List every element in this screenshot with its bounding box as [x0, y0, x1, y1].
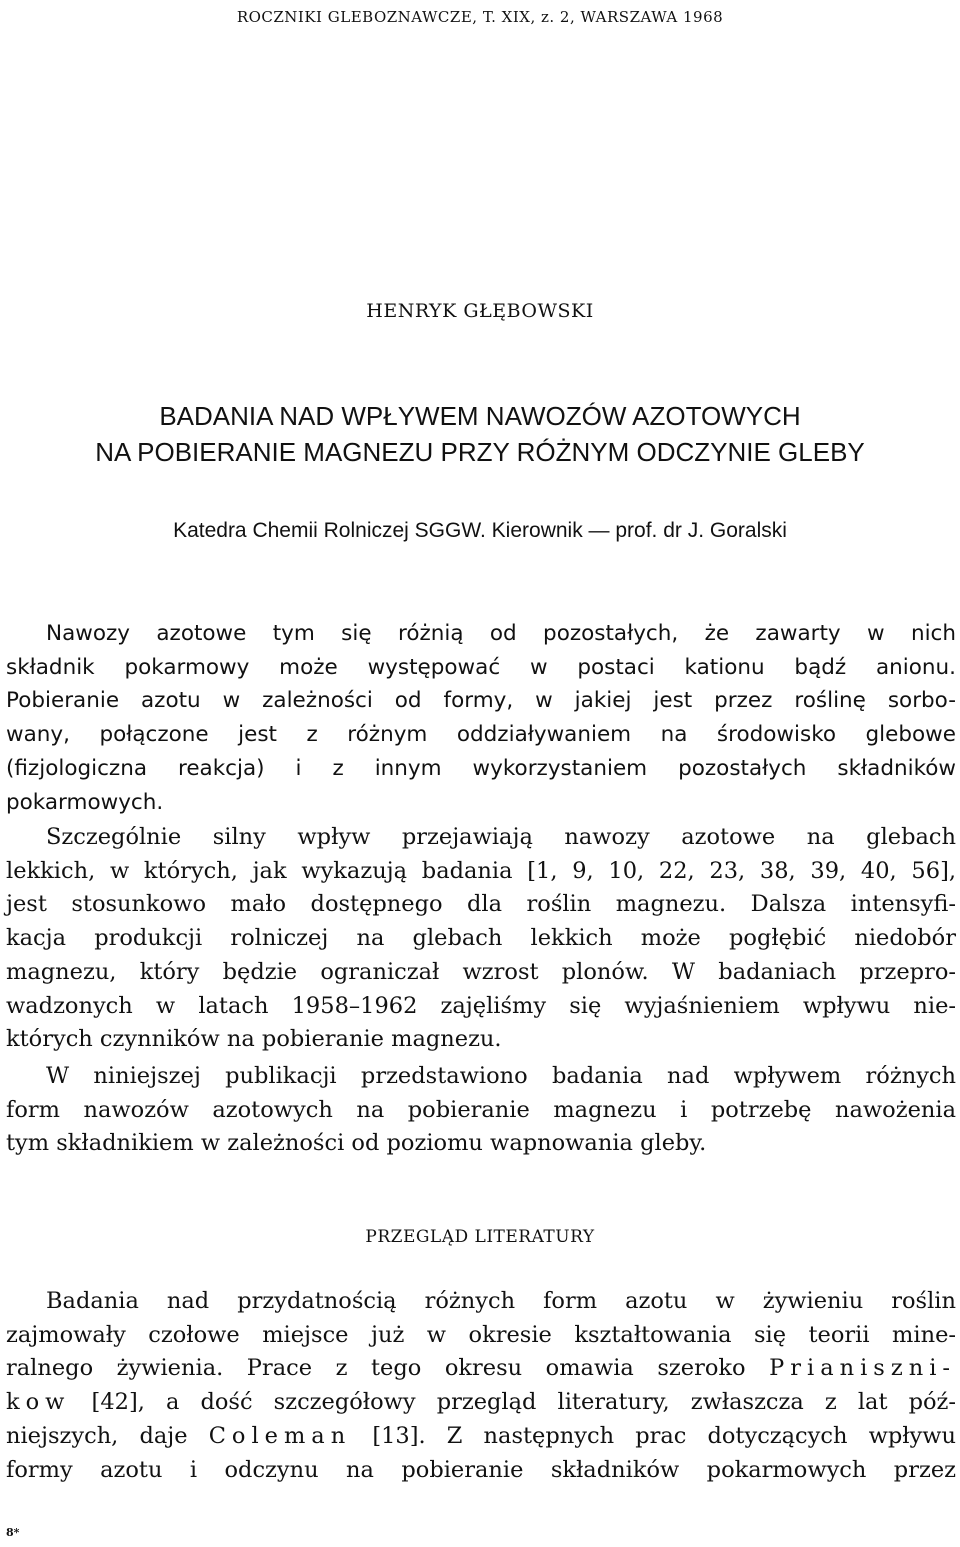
text-line [6, 1420, 956, 1454]
paragraph-1 [6, 617, 956, 819]
text-line: jest stosunkowo mało dostępnego dla roślin magnezu. Dalsza intensyfi- [6, 891, 956, 918]
text-line: kacja produkcji rolniczej na glebach lekkich może pogłębić niedobór [6, 925, 956, 952]
paragraph-3 [6, 1060, 956, 1161]
text-line: form nawozów azotowych na pobieranie magnezu i potrzebę nawożenia [6, 1096, 956, 1123]
text-line: zajmowały czołowe miejsce już w okresie kształtowania się teorii mine- [6, 1321, 956, 1348]
signature-mark: 8* [6, 1526, 20, 1539]
text-line: magnezu, który będzie ograniczał wzrost plonów. W badaniach przepro- [6, 958, 956, 985]
text-line: Szczególnie silny wpływ przejawiają nawozy azotowe na glebach [46, 824, 956, 850]
paragraph-4 [6, 1285, 956, 1487]
text-run: [13]. Z następnych prac dotyczących wpływu [351, 1422, 957, 1449]
author-name: HENRYK GŁĘBOWSKI [366, 300, 594, 322]
text-line: wany, połączone jest z różnym oddziaływaniem na środowisko glebowe [6, 722, 956, 748]
text-run: [42], a dość szczegółowy przegląd literatury, zwłaszcza z lat póź- [70, 1389, 956, 1416]
title-line: NA POBIERANIE MAGNEZU PRZY RÓŻNYM ODCZYNIE GLEBY [95, 437, 865, 467]
title-line: BADANIA NAD WPŁYWEM NAWOZÓW AZOTOWYCH [159, 401, 801, 431]
text-line: składnik pokarmowy może występować w postaci kationu bądź anionu. [6, 654, 956, 680]
section-heading: PRZEGLĄD LITERATURY [365, 1227, 595, 1247]
text-line [6, 1386, 956, 1420]
journal-header: ROCZNIKI GLEBOZNAWCZE, T. XIX, z. 2, WARSZAWA 1968 [236, 8, 724, 26]
text-line: pokarmowych. [6, 789, 164, 815]
text-line: Badania nad przydatnością różnych form azotu w żywieniu roślin [46, 1288, 956, 1314]
paragraph-2 [6, 821, 956, 1057]
text-line: wadzonych w latach 1958–1962 zajęliśmy się wyjaśnieniem wpływu nie- [6, 992, 956, 1019]
text-line: W niniejszej publikacji przedstawiono badania nad wpływem różnych [46, 1063, 956, 1089]
cited-author: Prianiszni- [769, 1355, 956, 1382]
text-line: Nawozy azotowe tym się różnią od pozostałych, że zawarty w nich [46, 621, 956, 646]
text-line [6, 1352, 956, 1386]
text-line: (fizjologiczna reakcja) i z innym wykorzystaniem pozostałych składników [6, 755, 956, 781]
article-title [0, 398, 960, 470]
text-line: których czynników na pobieranie magnezu. [6, 1026, 502, 1053]
text-line: formy azotu i odczynu na pobieranie składników pokarmowych przez [6, 1456, 956, 1483]
text-line: lekkich, w których, jak wykazują badania [1, 9, 10, 22, 23, 38, 39, 40, 56], [6, 857, 956, 884]
text-line: Pobieranie azotu w zależności od formy, w jakiej jest przez roślinę sorbo- [6, 688, 956, 714]
text-line: tym składnikiem w zależności od poziomu wapnowania gleby. [6, 1130, 707, 1157]
text-run: ralnego żywienia. Prace z tego okresu omawia szeroko [6, 1355, 770, 1382]
affiliation: Katedra Chemii Rolniczej SGGW. Kierownik — prof. dr J. Goralski [173, 519, 787, 542]
cited-author: Coleman [208, 1422, 352, 1449]
cited-author: kow [6, 1389, 71, 1416]
text-run: niejszych, daje [6, 1422, 209, 1449]
